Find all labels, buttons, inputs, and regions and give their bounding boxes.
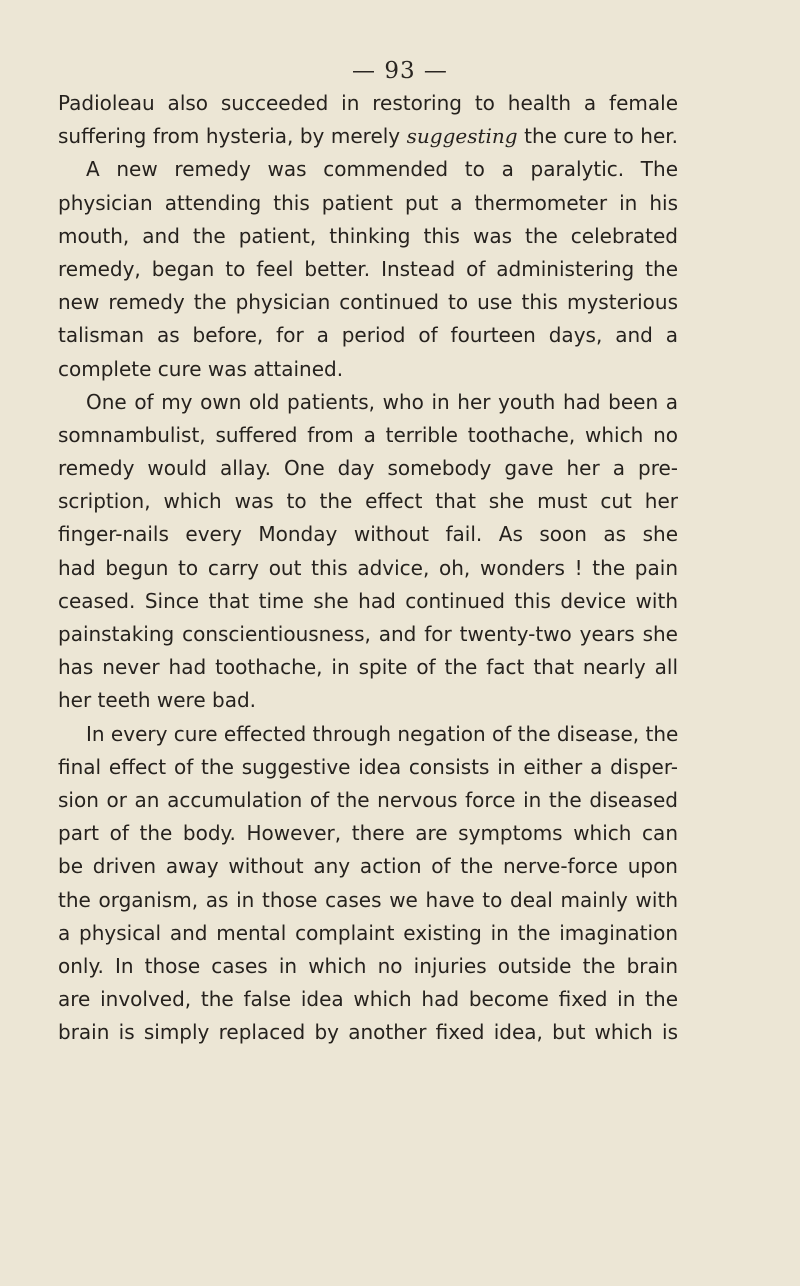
text-line: are involved, the false idea which had become fixed in the [58, 987, 678, 1012]
text-line: only. In those cases in which no injuries outside the brain [58, 953, 678, 978]
text-line: physician attending this patient put a thermometer in his [58, 190, 678, 215]
text-line: A new remedy was commended to a paralytic. The [86, 157, 678, 182]
text-line: suffering from hysteria, by merely suggesting the cure to her. [58, 124, 678, 149]
text-line: the organism, as in those cases we have to deal mainly with [58, 887, 678, 912]
text-line: In every cure effected through negation of the disease, the [86, 721, 679, 746]
text-line: remedy would allay. One day somebody gave her a pre- [58, 456, 678, 481]
text-line: finger-nails every Monday without fail. As soon as she [58, 522, 678, 547]
text-line: scription, which was to the effect that she must cut her [58, 489, 678, 514]
text-line: One of my own old patients, who in her youth had been a [86, 389, 678, 414]
page-number: — 93 — [352, 58, 448, 84]
text-line: remedy, began to feel better. Instead of administering the [58, 256, 678, 281]
text-line: Padioleau also succeeded in restoring to health a female [58, 91, 678, 115]
text-line: had begun to carry out this advice, oh, wonders ! the pain [58, 555, 678, 580]
text-line: talisman as before, for a period of fourteen days, and a [58, 323, 678, 348]
text-line: a physical and mental complaint existing in the imagination [58, 920, 678, 945]
text-line: part of the body. However, there are symptoms which can [58, 821, 678, 846]
body-text [58, 87, 678, 1049]
text-line: ceased. Since that time she had continued this device with [58, 588, 678, 613]
text-line: her teeth were bad. [58, 688, 256, 713]
text-line: has never had toothache, in spite of the fact that nearly all [58, 655, 678, 680]
text-line: complete cure was attained. [58, 356, 344, 381]
text-line: mouth, and the patient, thinking this was the celebrated [58, 223, 678, 248]
text-line: final effect of the suggestive idea consists in either a disper- [58, 754, 678, 779]
text-line: be driven away without any action of the nerve-force upon [58, 854, 678, 879]
text-line: sion or an accumulation of the nervous force in the diseased [58, 787, 678, 812]
text-line: new remedy the physician continued to use this mysterious [58, 290, 678, 315]
text-line: painstaking conscientiousness, and for twenty-two years she [58, 622, 678, 646]
text-line: somnambulist, suffered from a terrible toothache, which no [58, 422, 678, 447]
text-line: brain is simply replaced by another fixed idea, but which is [58, 1020, 678, 1045]
emphasis-text: suggesting [406, 124, 518, 149]
